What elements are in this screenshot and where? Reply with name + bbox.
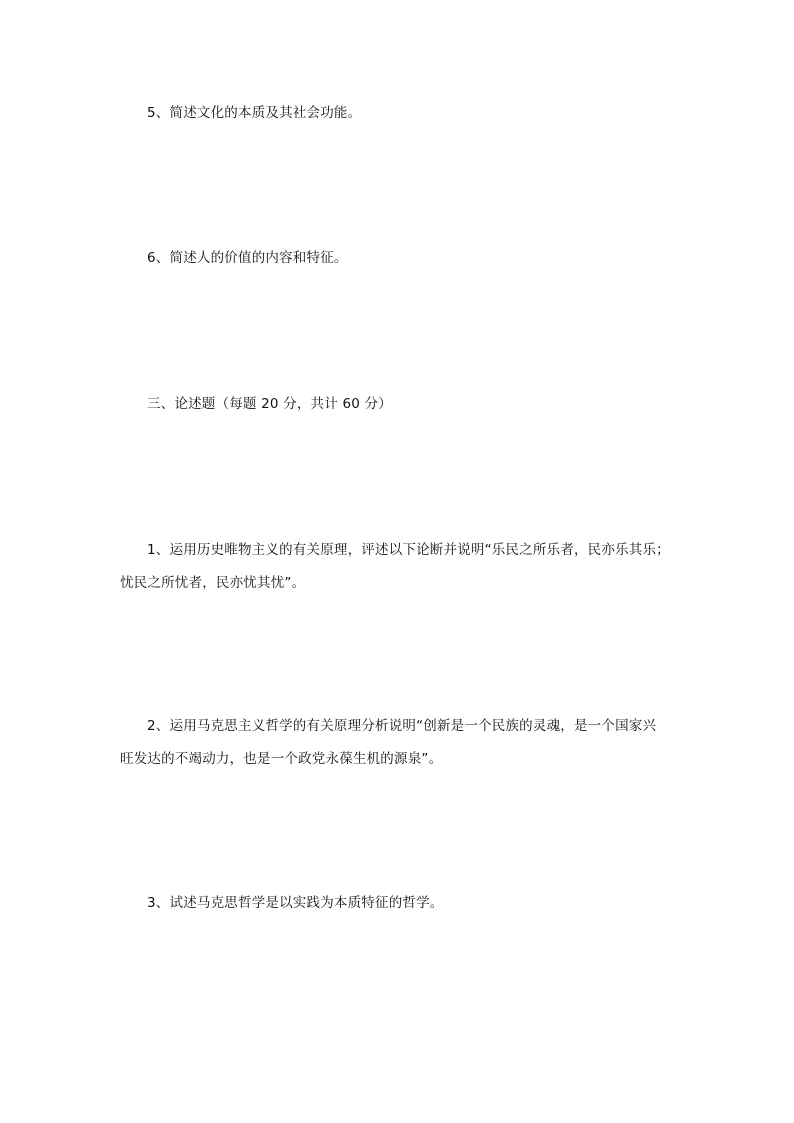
- essay-1-line-2: 忧民之所忧者，民亦忧其忧”。: [120, 575, 306, 591]
- essay-2-line-1: 2、运用马克思主义哲学的有关原理分析说明“创新是一个民族的灵魂，是一个国家兴: [147, 718, 657, 734]
- question-6: 6、简述人的价值的内容和特征。: [147, 250, 348, 266]
- essay-1-line-1: 1、运用历史唯物主义的有关原理，评述以下论断并说明“乐民之所乐者，民亦乐其乐；: [147, 542, 670, 558]
- essay-3: 3、试述马克思哲学是以实践为本质特征的哲学。: [147, 895, 444, 911]
- section-heading: 三、论述题（每题 20 分，共计 60 分）: [147, 396, 392, 412]
- question-5: 5、简述文化的本质及其社会功能。: [147, 105, 362, 121]
- essay-2-line-2: 旺发达的不竭动力，也是一个政党永葆生机的源泉”。: [120, 751, 443, 767]
